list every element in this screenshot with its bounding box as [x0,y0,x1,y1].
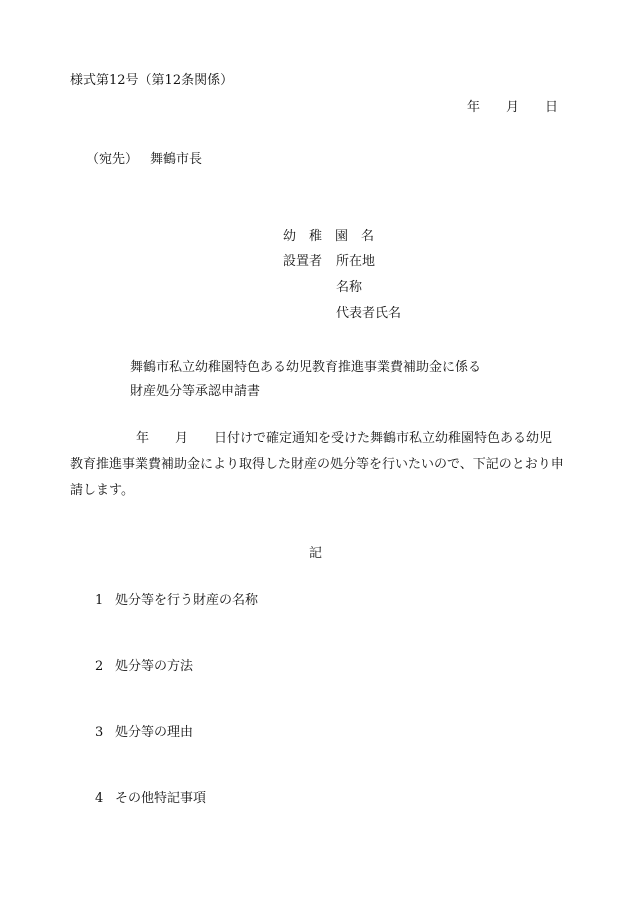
list-item [95,792,206,805]
item-number: 2 [95,659,104,674]
form-number: 様式第12号（第12条関係） [70,73,234,88]
name-label: 名称 [336,280,363,295]
list-item [95,660,193,673]
body-text-first: 日付けで確定通知を受けた舞鶴市私立幼稚園特色ある幼児 [214,431,553,446]
ki-heading: 記 [309,546,323,561]
item-label: 処分等の方法 [115,659,194,674]
date-line [467,101,558,114]
addressee-prefix: （宛先） [86,152,139,167]
list-item [95,594,258,607]
representative-label: 代表者氏名 [336,306,402,321]
list-item [95,726,193,739]
body-first-line [70,426,565,452]
item-label: 処分等を行う財産の名称 [115,593,259,608]
item-label: その他特記事項 [115,791,207,806]
item-number: 1 [95,593,104,608]
body-paragraph [70,426,565,504]
body-month-label: 月 [175,431,189,446]
date-year-label: 年 [467,100,481,115]
addressee [86,153,202,166]
item-label: 処分等の理由 [115,725,194,740]
body-text-rest: 教育推進事業費補助金により取得した財産の処分等を行いたいので、下記のとおり申請します。 [70,457,564,498]
item-number: 3 [95,725,104,740]
subject-line-2: 財産処分等承認申請書 [130,384,261,399]
kindergarten-name-label: 幼稚園名 [283,229,388,244]
body-year-label: 年 [136,431,150,446]
subject-line-1: 舞鶴市私立幼稚園特色ある幼児教育推進事業費補助金に係る [130,360,482,375]
date-month-label: 月 [506,100,520,115]
address-label: 所在地 [336,254,376,269]
addressee-name: 舞鶴市長 [150,152,203,167]
item-number: 4 [95,791,104,806]
document-subject [130,356,481,404]
date-day-label: 日 [545,100,559,115]
founder-label: 設置者 [283,254,323,269]
